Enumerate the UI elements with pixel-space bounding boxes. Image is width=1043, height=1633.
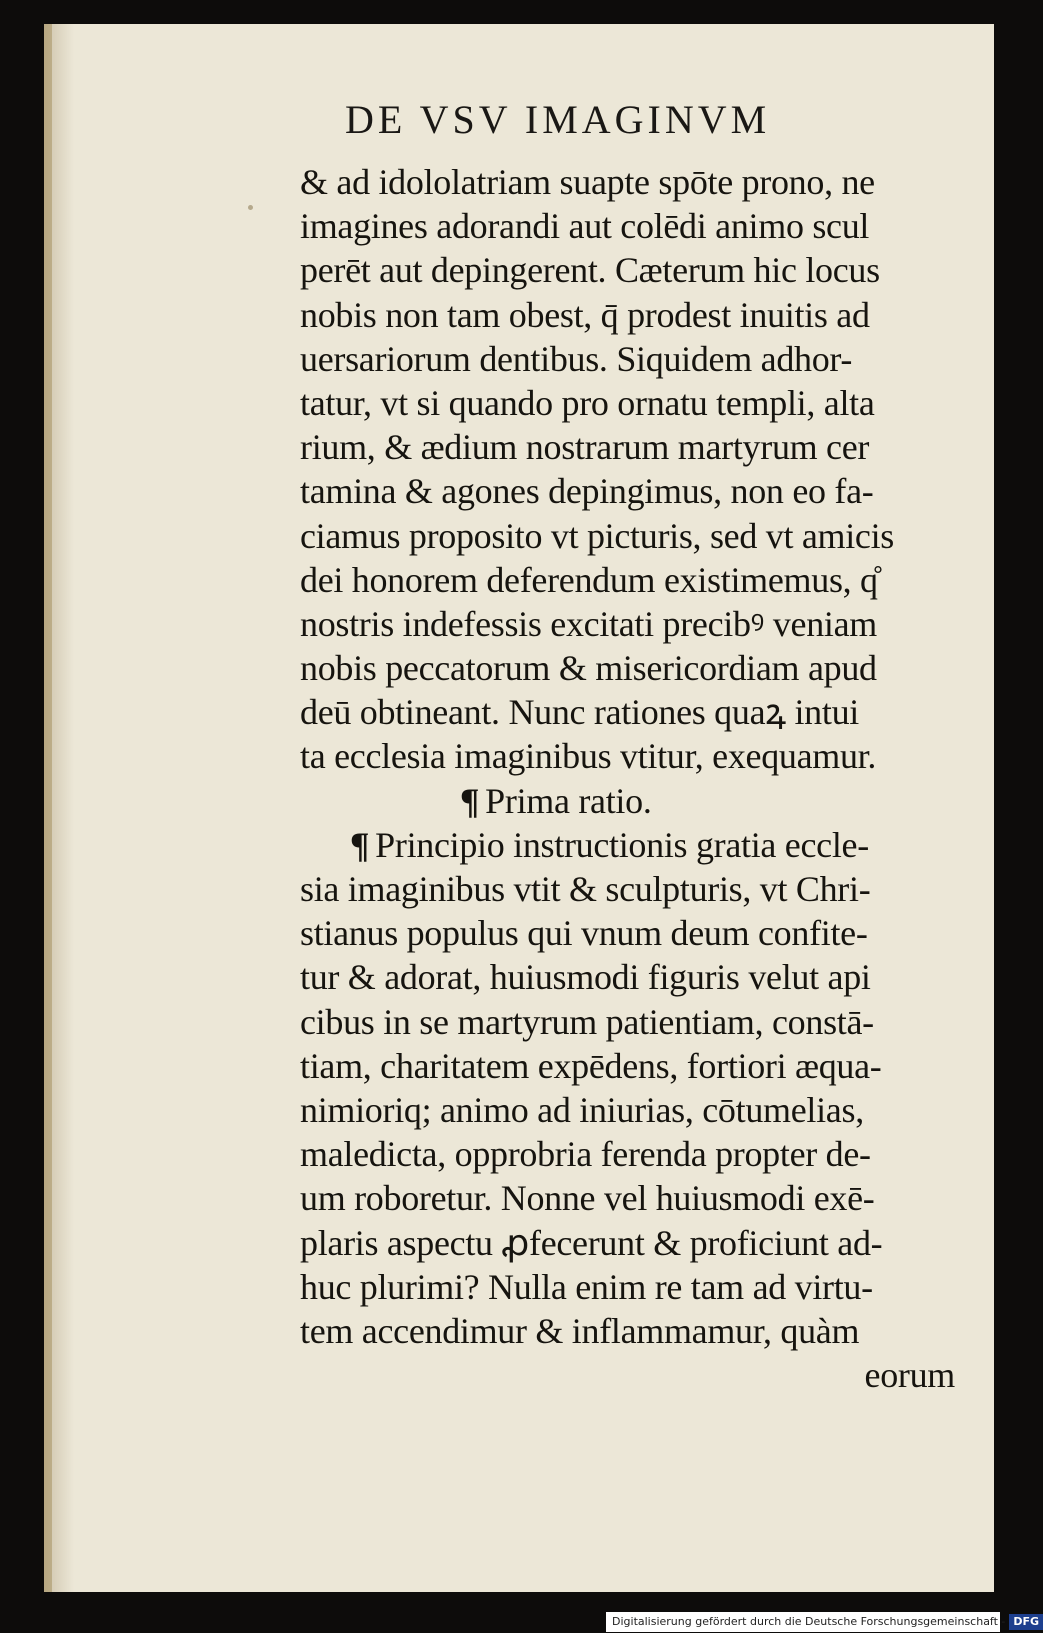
text-line: uersariorum dentibus. Siquidem adhor- xyxy=(300,338,853,379)
running-head: DE VSV IMAGINVM xyxy=(345,97,771,142)
section-heading-text: Prima ratio. xyxy=(485,780,652,821)
text-line: cibus in se martyrum patientiam, constā- xyxy=(300,1001,874,1042)
text-line: tamina & agones depingimus, non eo fa- xyxy=(300,471,874,512)
text-line: Principio instructionis gratia eccle- xyxy=(375,824,869,865)
text-line: nostris indefessis excitati precibꝰ veniam xyxy=(300,603,877,644)
dfg-logo: DFG xyxy=(1009,1614,1043,1630)
text-line: tur & adorat, huiusmodi figuris velut api xyxy=(300,957,871,998)
text-line: plaris aspectu ꝓfecerunt & proficiunt ad- xyxy=(300,1222,883,1263)
page-gutter-shadow xyxy=(44,24,74,1592)
text-line: rium, & ædium nostrarum martyrum cer xyxy=(300,427,870,468)
text-line: deū obtineant. Nunc rationes quaꝝ intui xyxy=(300,692,859,733)
digitization-footer xyxy=(606,1612,1040,1632)
text-line: perēt aut depingerent. Cæterum hic locus xyxy=(300,250,880,291)
text-line: tiam, charitatem expēdens, fortiori æqua- xyxy=(300,1045,882,1086)
text-line: huc plurimi? Nulla enim re tam ad virtu- xyxy=(300,1266,873,1307)
text-line: tem accendimur & inflammamur, quàm xyxy=(300,1310,860,1351)
text-line: & ad idololatriam suapte spōte prono, ne xyxy=(300,162,875,202)
text-line: imagines adorandi aut colēdi animo scul xyxy=(300,206,870,247)
text-line: dei honorem deferendum existimemus, q̊ xyxy=(300,559,878,600)
text-line: um roboretur. Nonne vel huiusmodi exē- xyxy=(300,1178,875,1219)
catchword: eorum xyxy=(864,1355,955,1396)
main-text xyxy=(300,160,965,1397)
pilcrow-icon: ¶ xyxy=(460,780,480,821)
text-line: stianus populus qui vnum deum confite- xyxy=(300,913,868,954)
text-line: ciamus proposito vt picturis, sed vt amicis xyxy=(300,515,895,556)
text-line: ta ecclesia imaginibus vtitur, exequamur. xyxy=(300,736,877,777)
text-line: maledicta, opprobria ferenda propter de- xyxy=(300,1134,871,1175)
text-line: tatur, vt si quando pro ornatu templi, alta xyxy=(300,382,875,423)
footer-text: Digitalisierung gefördert durch die Deutsche Forschungsgemeinschaft - xyxy=(612,1615,1006,1628)
text-line: sia imaginibus vtit & sculpturis, vt Chri- xyxy=(300,869,871,909)
text-line: nimioriq; animo ad iniurias, cōtumelias, xyxy=(300,1089,864,1130)
text-line: nobis peccatorum & misericordiam apud xyxy=(300,648,877,689)
pilcrow-icon: ¶ xyxy=(350,824,370,865)
paragraph-first-line xyxy=(300,823,965,867)
section-heading xyxy=(300,779,965,823)
paper-speck xyxy=(248,205,253,210)
text-line: nobis non tam obest, q̄ prodest inuitis ad xyxy=(300,294,870,335)
